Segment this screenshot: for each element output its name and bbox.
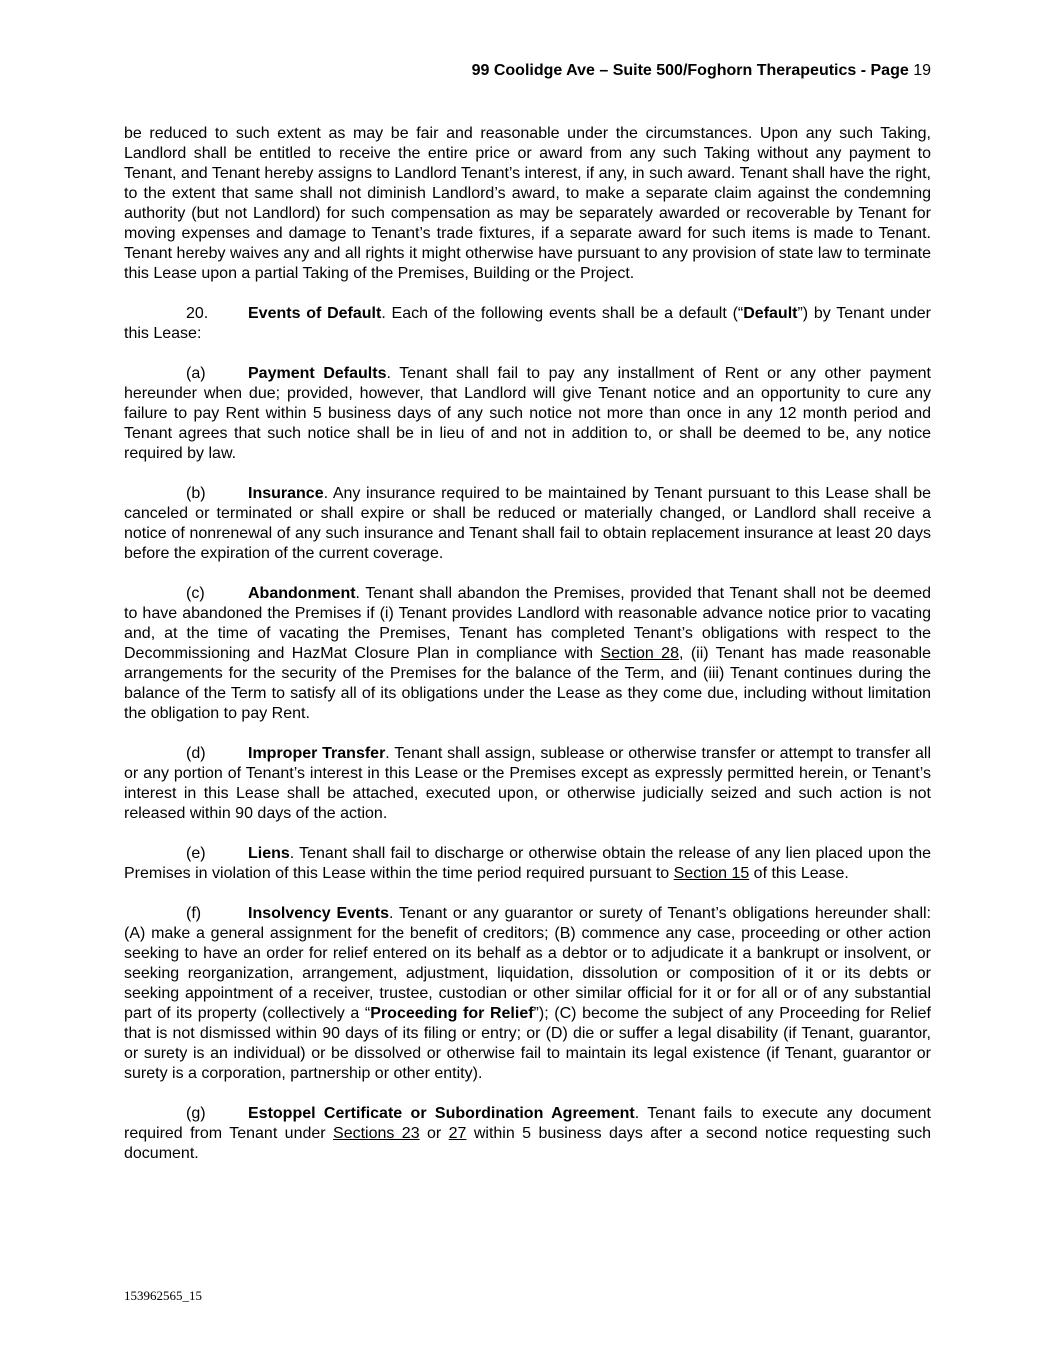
- clause-g-text-1: . Tenant fails to execute any document required from Tenant under: [124, 1105, 931, 1142]
- clause-g-label: (g): [186, 1105, 206, 1122]
- clause-g-heading: Estoppel Certificate or Subordination Agreement: [248, 1105, 635, 1122]
- clause-d: [124, 744, 931, 824]
- page-number: 19: [913, 62, 931, 79]
- clause-a-heading: Payment Defaults: [248, 365, 387, 382]
- clause-g-text-2: or: [419, 1125, 449, 1142]
- intro-paragraph: be reduced to such extent as may be fair and reasonable under the circumstances. Upon any such Taking, Landlord shall be entitled to receive the entire price or award from any such Taking without any payment to Tenant, and Tenant hereby assigns to Landlord Tenant’s interest, if any, in such award. Tenant shall have the right, to the extent that same shall not diminish Landlord’s award, to make a separate claim against the condemning authority (but not Landlord) for such compensation as may be separately awarded or recoverable by Tenant for moving expenses and damage to Tenant’s trade fixtures, if a separate award for such items is made to Tenant. Tenant hereby waives any and all rights it might otherwise have pursuant to any provision of state law to terminate this Lease upon a partial Taking of the Premises, Building or the Project.: [124, 125, 931, 282]
- clause-c-text-2: , (ii) Tenant has made reasonable arrangements for the security of the Premises for the balance of the Term, and (iii) Tenant continues during the balance of the Term to satisfy all of its obligations under the Lease as they come due, including without limitation the obligation to pay Rent.: [124, 645, 931, 722]
- clause-g-text-3: within 5 business days after a second notice requesting such document.: [124, 1125, 932, 1162]
- clause-d-label: (d): [186, 745, 206, 762]
- section-27-reference: 27: [448, 1125, 467, 1142]
- document-id: 153962565_15: [124, 1288, 202, 1303]
- clause-f-text-2: ”); (C) become the subject of any Proceeding for Relief that is not dismissed within 90 days of its filing or entry; or (D) die or suffer a legal disability (if Tenant, guarantor, or surety is an individual) or be dissolved or otherwise fail to maintain its legal existence (if Tenant, guarantor or surety is a corporation, partnership or other entity).: [124, 1005, 931, 1082]
- section-28-reference: Section 28: [600, 645, 679, 662]
- clause-a-text: . Tenant shall fail to pay any installment of Rent or any other payment hereunder when due; provided, however, that Landlord will give Tenant notice and an opportunity to cure any failure to pay Rent within 5 business days of any such notice not more than once in any 12 month period and Tenant agrees that such notice shall be in lieu of and not in addition to, or shall be deemed to be, any notice required by law.: [124, 365, 931, 462]
- clause-e-heading: Liens: [248, 845, 290, 862]
- section-20-paragraph: [124, 304, 931, 344]
- section-20-text-after: ”) by Tenant under this Lease:: [124, 305, 932, 342]
- proceeding-for-relief-term: Proceeding for Relief: [370, 1005, 534, 1022]
- section-20-heading: Events of Default: [248, 305, 382, 322]
- clause-g: [124, 1104, 931, 1164]
- clause-e-label: (e): [186, 845, 206, 862]
- clause-e-text-2: of this Lease.: [749, 865, 849, 882]
- header-title: 99 Coolidge Ave – Suite 500/Foghorn Therapeutics - Page: [471, 62, 909, 79]
- clause-f-label: (f): [186, 905, 202, 922]
- clause-d-text: . Tenant shall assign, sublease or otherwise transfer or attempt to transfer all or any portion of Tenant’s interest in this Lease or the Premises except as expressly permitted herein, or Tenant’s interest in this Lease shall be attached, executed upon, or otherwise judicially seized and such action is not released within 90 days of the action.: [124, 745, 931, 822]
- sections-23-reference: Sections 23: [333, 1125, 420, 1142]
- clause-b-heading: Insurance: [248, 485, 324, 502]
- clause-a-label: (a): [186, 365, 206, 382]
- clause-f-text-1: . Tenant or any guarantor or surety of Tenant’s obligations hereunder shall: (A) make a general assignment for the benefit of creditors; (B) commence any case, proceeding or other action seeking to have an order for relief entered on its behalf as a debtor or to adjudicate it a bankrupt or insolvent, or seeking reorganization, arrangement, adjustment, liquidation, dissolution or composition of it or its debts or seeking appointment of a receiver, trustee, custodian or other similar official for it or for all or of any substantial part of its property (collectively a “: [124, 905, 932, 1022]
- clause-a: [124, 364, 931, 464]
- clause-d-heading: Improper Transfer: [248, 745, 386, 762]
- page-header: [472, 62, 931, 80]
- clause-b: [124, 484, 931, 564]
- clause-b-text: . Any insurance required to be maintained by Tenant pursuant to this Lease shall be canceled or terminated or shall expire or shall be reduced or materially changed, or Landlord shall receive a notice of nonrenewal of any such insurance and Tenant shall fail to obtain replacement insurance at least 20 days before the expiration of the current coverage.: [124, 485, 931, 562]
- section-20-number: 20.: [186, 305, 209, 322]
- clause-f-heading: Insolvency Events: [248, 905, 390, 922]
- clause-c-text-1: . Tenant shall abandon the Premises, provided that Tenant shall not be deemed to have abandoned the Premises if (i) Tenant provides Landlord with reasonable advance notice prior to vacating and, at the time of vacating the Premises, Tenant has completed Tenant’s obligations with respect to the Decommissioning and HazMat Closure Plan in compliance with: [124, 585, 931, 662]
- clause-c-label: (c): [186, 585, 205, 602]
- clause-f: [124, 904, 931, 1084]
- clause-b-label: (b): [186, 485, 206, 502]
- clause-e-text-1: . Tenant shall fail to discharge or otherwise obtain the release of any lien placed upon the Premises in violation of this Lease within the time period required pursuant to: [124, 845, 931, 882]
- document-body: [124, 124, 931, 1184]
- section-15-reference: Section 15: [673, 865, 750, 882]
- default-term: Default: [743, 305, 798, 322]
- clause-e: [124, 844, 931, 884]
- section-20-text-before: . Each of the following events shall be a default (“: [381, 305, 744, 322]
- clause-c: [124, 584, 931, 724]
- clause-c-heading: Abandonment: [248, 585, 356, 602]
